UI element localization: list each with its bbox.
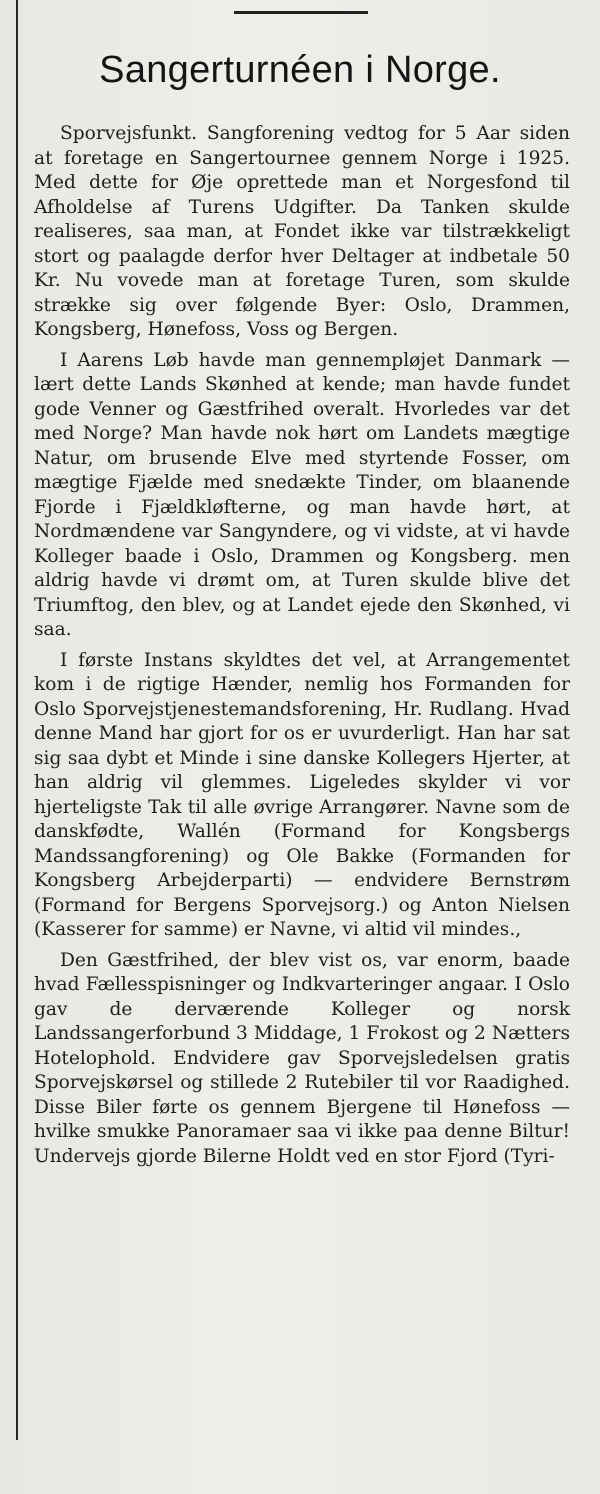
article-paragraph-2: I Aarens Løb havde man gennempløjet Danmark — lært dette Lands Skønhed at kende; man havde fundet gode Venner og Gæstfrihed overalt. Hvorledes var det med Norge? Man havde nok hørt om Landets mægtige Natur, om brusende Elve med styrtende Fosser, om mægtige Fjælde med snedækte Tinder, om blaanende Fjorde i Fjældkløfterne, og man havde hørt, at Nordmændene var Sangyndere, og vi vidste, at vi havde Kolleger baade i Oslo, Drammen og Kongsberg. men aldrig havde vi drømt om, at Turen skulde blive det Triumftog, den blev, og at Landet ejede den Skønhed, vi saa. (34, 349, 570, 640)
article-paragraph-4: Den Gæstfrihed, der blev vist os, var enorm, baade hvad Fællesspisninger og Indkvarteringer angaar. I Oslo gav de derværende Kolleger og norsk Landssangerforbund 3 Middage, 1 Frokost og 2 Nætters Hotelophold. Endvidere gav Sporvejsledelsen gratis Sporvejskørsel og stillede 2 Rutebiler til vor Raadighed. Disse Biler førte os gennem Bjergene til Hønefoss — hvilke smukke Panoramaer saa vi ikke paa denne Biltur! Undervejs gjorde Bilerne Holdt ved en stor Fjord (Tyri- (34, 949, 570, 1167)
article-body (34, 122, 570, 1175)
column-divider-line (16, 0, 18, 1440)
article-paragraph-1: Sporvejsfunkt. Sangforening vedtog for 5 Aar siden at foretage en Sangertournee gennem Norge i 1925. Med dette for Øje oprettede man et Norgesfond til Afholdelse af Turens Udgifter. Da Tanken skulde realiseres, saa man, at Fondet ikke var tilstrækkeligt stort og paalagde derfor hver Deltager at indbetale 50 Kr. Nu vovede man at foretage Turen, som skulde strække sig over følgende Byer: Oslo, Drammen, Kongsberg, Hønefoss, Voss og Bergen. (34, 123, 570, 340)
header-rule (234, 11, 368, 14)
article-paragraph-3: I første Instans skyldtes det vel, at Arrangementet kom i de rigtige Hænder, nemlig hos Formanden for Oslo Sporvejstjenestemandsforening, Hr. Rudlang. Hvad denne Mand har gjort for os er uvurderligt. Han har sat sig saa dybt et Minde i sine danske Kollegers Hjerter, at han aldrig vil glemmes. Ligeledes skylder vi vor hjerteligste Tak til alle øvrige Arrangører. Navne som de danskfødte, Wallén (Formand for Kongsbergs Mandssangforening) og Ole Bakke (Formanden for Kongsberg Arbejderparti) — endvidere Bernstrøm (Formand for Bergens Sporvejsorg.) og Anton Nielsen (Kasserer for samme) er Navne, vi altid vil mindes., (34, 649, 570, 940)
article-title: Sangerturnéen i Norge. (99, 49, 501, 91)
